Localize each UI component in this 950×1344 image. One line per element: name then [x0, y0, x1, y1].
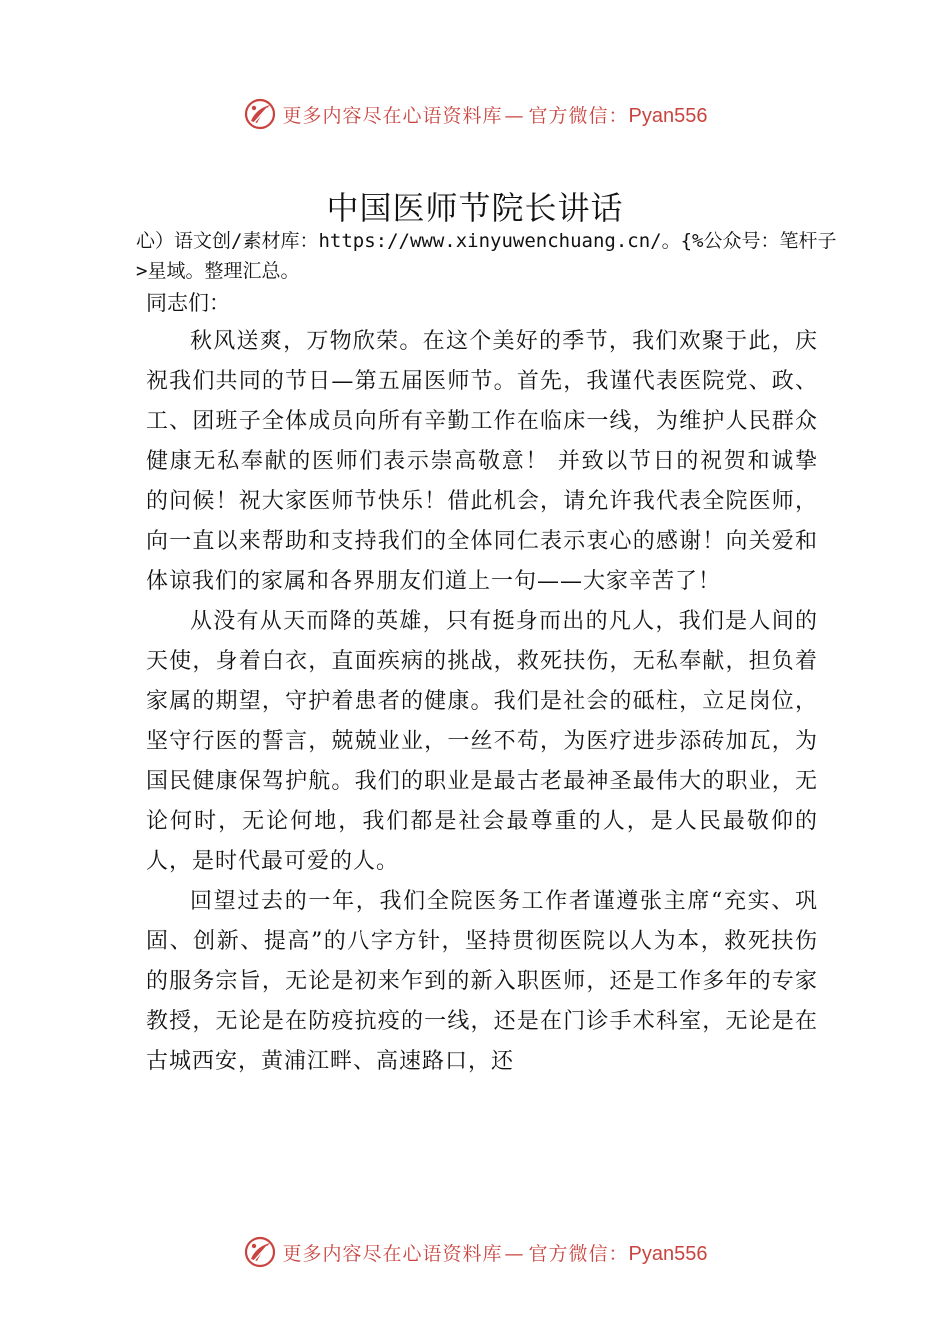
wechat-handle: Pyan556 [628, 1242, 708, 1265]
source-line: 心）语文创/素材库：https://www.xinyuwenchuang.cn/。{%公众号：笔杆子>星域。整理汇总。 [136, 230, 837, 282]
header-banner [0, 94, 950, 134]
wechat-handle: Pyan556 [628, 104, 708, 127]
wechat-label: 官方微信： [528, 104, 629, 127]
speech-body [146, 322, 818, 1082]
document-title: 中国医师节院长讲话 [326, 189, 624, 227]
paragraph: 秋风送爽，万物欣荣。在这个美好的季节，我们欢聚于此，庆祝我们共同的节日—第五届医师节。首先，我谨代表医院党、政、工、团班子全体成员向所有辛勤工作在临床一线，为维护人民群众健康无私奉献的医师们表示崇高敬意！ 并致以节日的祝贺和诚挚的问候！祝大家医师节快乐！借此机会，请允许我代表全院医师，向一直以来帮助和支持我们的全体同仁表示衷心的感谢！向关爱和体谅我们的家属和各界朋友们道上一句——大家辛苦了！ [146, 329, 818, 594]
brand-logo-icon [243, 1235, 277, 1269]
paragraph: 回望过去的一年，我们全院医务工作者谨遵张主席“充实、巩固、创新、提高”的八字方针，坚持贯彻医院以人为本，救死扶伤的服务宗旨，无论是初来乍到的新入职医师，还是工作多年的专家教授，无论是在防疫抗疫的一线，还是在门诊手术科室，无论是在古城西安，黄浦江畔、高速路口，还 [146, 889, 818, 1074]
banner-text: 更多内容尽在心语资料库 [282, 1242, 503, 1265]
banner-separator: — [504, 1242, 525, 1265]
banner-text: 更多内容尽在心语资料库 [282, 104, 503, 127]
banner-separator: — [504, 104, 525, 127]
brand-logo-icon [243, 97, 277, 131]
paragraph: 从没有从天而降的英雄，只有挺身而出的凡人，我们是人间的天使，身着白衣，直面疾病的挑战，救死扶伤，无私奉献，担负着家属的期望，守护着患者的健康。我们是社会的砥柱，立足岗位，坚守行医的誓言，兢兢业业，一丝不苟，为医疗进步添砖加瓦，为国民健康保驾护航。我们的职业是最古老最神圣最伟大的职业，无论何时，无论何地，我们都是社会最尊重的人，是人民最敬仰的人，是时代最可爱的人。 [146, 609, 818, 874]
wechat-label: 官方微信： [528, 1242, 629, 1265]
footer-banner [0, 1232, 950, 1272]
salutation: 同志们： [146, 291, 230, 315]
